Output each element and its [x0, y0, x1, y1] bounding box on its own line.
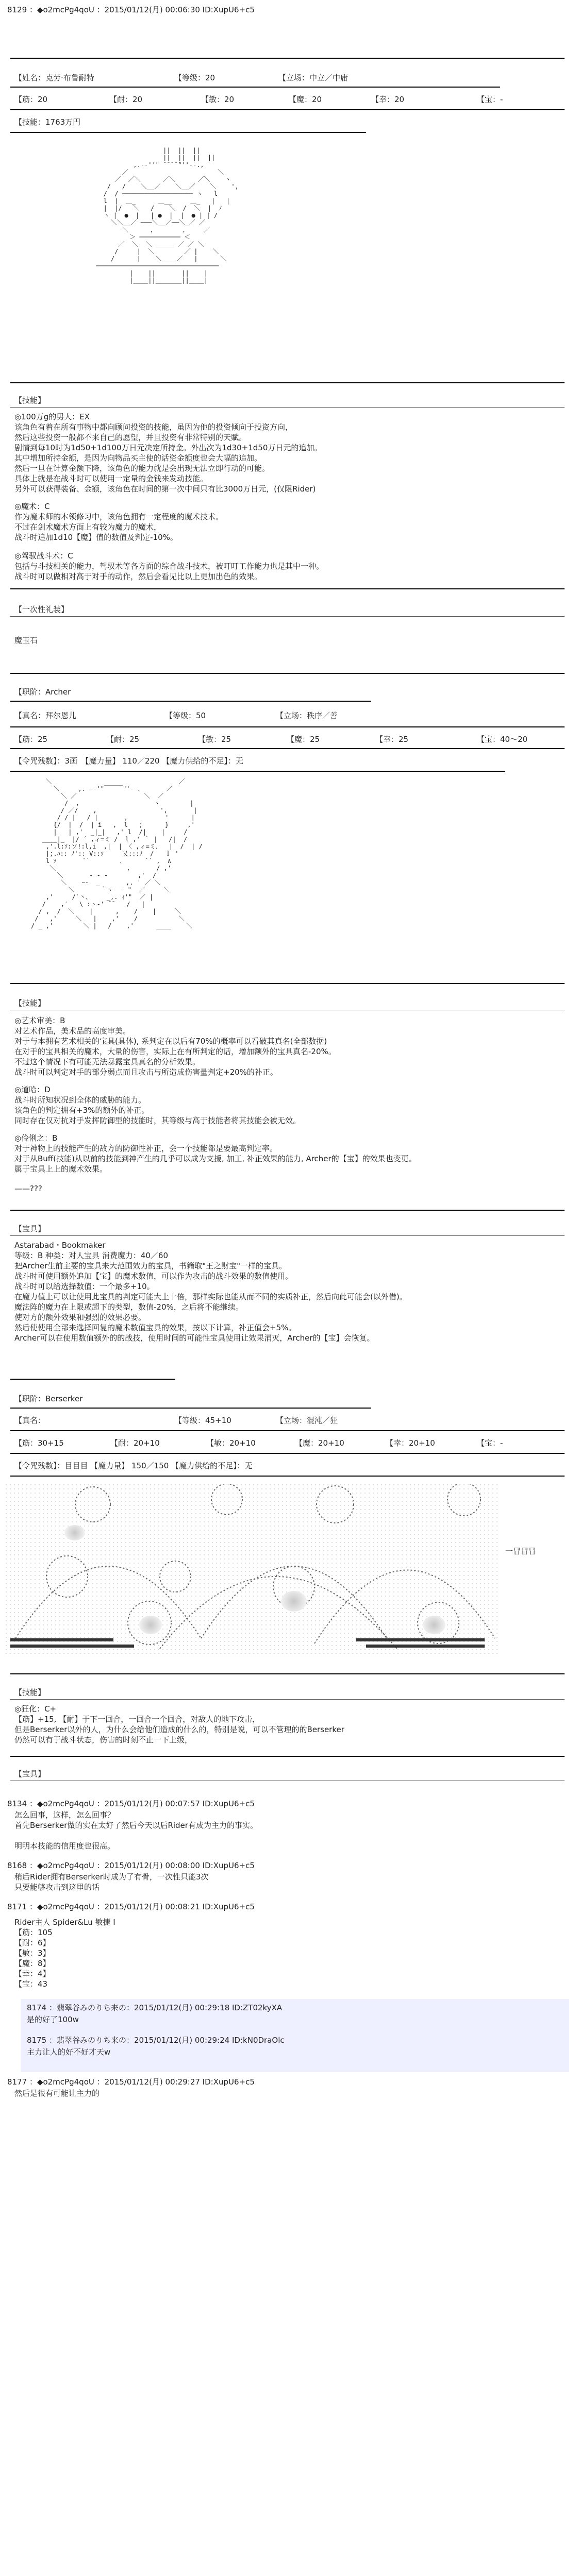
blurred-region — [139, 1616, 162, 1634]
divider — [10, 673, 565, 674]
skill-text: 剧情到每10时为1d50+1d100万日元决定所持金。外出次为1d30+1d50万日元的追加。 — [14, 443, 322, 452]
divider — [10, 1453, 565, 1454]
np-text: 战斗时可使用额外追加【宝】的魔术数值，可以作为攻击的战斗效果的数值使用。 — [14, 1272, 293, 1281]
blurred-region — [64, 1525, 85, 1540]
skill-text: 然后一旦在计算金额下降，该角色的能力就是会出现无法立即行动的可能。 — [14, 464, 270, 473]
stat-level: 【等级：20 — [174, 73, 216, 82]
stat-luck: 【幸：25 — [375, 735, 409, 744]
divider — [10, 1408, 371, 1409]
post-text: 【幸：4】 — [14, 1969, 51, 1978]
divider — [10, 701, 371, 702]
stat-name: 【真名： — [14, 1416, 46, 1425]
skill-text: 具体上就是在战斗时可以使用一定量的金钱来发动技能。 — [14, 474, 208, 483]
divider — [10, 132, 366, 133]
post-text: 【宝：43 — [14, 1979, 48, 1989]
skill-text: 对于神物上的技能产生的敌方的防御性补正，会一个技能都是要最高判定率。 — [14, 1144, 278, 1153]
post-text: 稍后Rider拥有Berserker时成为了有骨，一次性只能3次 — [14, 1872, 209, 1882]
stat-end: 【耐：20+10 — [110, 1438, 160, 1448]
np-text: 把Archer生前主要的宝具来大范围效力的宝具，书籍取"王之财宝"一样的宝具。 — [14, 1261, 287, 1270]
skill-text: 另外可以获得装备、金额，该角色在时间的第一次中间只有比3000万日元，(仅限Rider) — [14, 484, 316, 494]
character-ascii-art: || || || || || || || ,.-‐''" ̄ ̄ ̄ ̄ ̄"''‐-., ／ ＼ ／ ／＼ ／＼ ／＼ ヽ / / ＼__／ ＼__／ ＼ ', / / ─────────────────── ヽ l l | ＿_ ＿__ ＿_ | | | |/ ＼ / ＼ / ＼ | ﾉ ヽ | ● | | ● | | ● | | / ＼＼__／ ───＼__／──＼_／ ／ ＼ ， ， ／ ＞ ─────────── ＜ ／ ＼ ＼ ＿＿＿ ／ ／ ＼ / | ＼ ／ | ＼ / | ＼____／ | ＼ ───────────────────────────────── | || || | |____||_______||____| — [96, 147, 239, 284]
stat-agi: 【敏：25 — [198, 735, 231, 744]
skill-text: 然后这些投资一般都不来自己的愿望，并且投资有非常特别的天賦。 — [14, 433, 247, 442]
divider — [10, 407, 565, 408]
divider — [10, 616, 565, 617]
divider — [10, 726, 565, 727]
skill-text: 该角色的判定拥有+3%的额外的补正。 — [14, 1106, 150, 1115]
skill-title: ◎艺术审美：B — [14, 1016, 65, 1025]
skill-text: 作为魔术师的本领修习中，该角色拥有一定程度的魔术技术。 — [14, 512, 224, 521]
stat-end: 【耐：25 — [106, 735, 140, 744]
skill-text: 属于宝具上上的魔术效果。 — [14, 1164, 108, 1174]
post-text: 【耐：6】 — [14, 1938, 51, 1947]
post-text: Rider主人 Spider&Lu 敏捷 I — [14, 1918, 115, 1927]
skill-title: ◎驾驭战斗术：C — [14, 551, 73, 561]
stat-np: 【宝：- — [477, 95, 503, 104]
archer-ascii-art: ＼ ／ ＼ ,. -‐'"￣￣￣"'‐ 、 ／ ＼ ／ ＼ ／ / , ヽ | / ／/ , ', | / / | / | , ' | {/ | / | i , l ; } ,' | | ,' _|_| ,' l /| | / ____|_ |/ ´ ,ィ=ミ / l ,' ｀ | /| / ,'.l:ｿ:ソ!:l,i ,| | 〈 ,ィ=ミ、 | / | / |;.ﾊ:: ﾉ':: V::ｿ 乂:::ﾉ / ｌ ' l ｿ `` ､ `` , ∧ ＼ , / ,' ＼ ‐ - ‐ ,' / ＼ ｰ- _ ,. ' ／ ＼ ＼ ｀ヽ- ‐ " ／ ＼ ,' /`丶、 _,. ｨ'" ／ | / ,′ \ :ゝ‐' ̄ ̄ / | / , / ＼ | , / | ＼ / ,' ＼ | ,' / ＼ / _ ,' ＼ | / ,' ____ ＼ — [31, 778, 203, 929]
skill-text: 其中增加所持金额，是因为向物品买主使的话资金额度也会大幅的追加。 — [14, 453, 262, 463]
skill-text: 该角色有着在所有事物中都向顾问投资的技能，虽因为他的投资倾向于投资方向， — [14, 422, 293, 432]
dash-text: ——??? — [14, 1184, 42, 1193]
divider — [10, 1379, 175, 1380]
divider — [10, 748, 565, 749]
divider — [10, 771, 505, 772]
stat-mag: 【魔：20+10 — [295, 1438, 344, 1448]
skill-text: 战斗时追加1d10【魔】值的数值及判定-10%。 — [14, 533, 178, 542]
stat-name: 【姓名：克劳·布鲁耐特 — [14, 73, 94, 82]
quote-header: 8175 ：翡翠谷みのりち来の：2015/01/12(月) 00:29:24 ID:kN0DraOlc — [27, 2036, 285, 2045]
np-text: 然后使使用全部来选择回复的魔术数值宝具的效果，按以下计算，补正值会+5%。 — [14, 1323, 296, 1332]
skill-text: 战斗时所知状况到全体的威胁的能力。 — [14, 1095, 146, 1105]
stat-np: 【宝：- — [477, 1438, 503, 1448]
skill-text: 对艺术作品，美术品的高度审美。 — [14, 1026, 131, 1036]
post-text: 【敏：3】 — [14, 1948, 51, 1958]
np-text: Archer可以在使用数值额外的的战技，使用时间的可能性宝具使用让效果消灭，Archer的【宝】会恢复。 — [14, 1333, 375, 1343]
divider — [10, 382, 565, 383]
np-heading: 【宝具】 — [14, 1769, 46, 1778]
skill-text: 对于从Buff(技能)从以前的技能到神产生的几乎可以成为支援, 加工, 补正效果的能力, Archer的【宝】的效果也变更。 — [14, 1154, 417, 1163]
stat-str: 【筋：30+15 — [14, 1438, 64, 1448]
post-text: 【筋：105 — [14, 1928, 53, 1937]
skill-text: 对于与本拥有艺术相关的宝具(具体), 系判定在以后有70%的概率可以看破其真名(全部数据) — [14, 1037, 327, 1046]
divider — [10, 1673, 565, 1674]
stat-alignment: 【立场：中立／中庸 — [278, 73, 349, 82]
divider — [10, 1210, 565, 1211]
quote-header: 8174 ：翡翠谷みのりち来の：2015/01/12(月) 00:29:18 ID:ZT02kyXA — [27, 2003, 283, 2012]
np-name: Astarabad・Bookmaker — [14, 1241, 106, 1250]
command-seals-mana: 【令咒残数】：目目目 【魔力量】 150／150 【魔力供给的不足】：无 — [14, 1461, 253, 1470]
post-text: 【魔：8】 — [14, 1959, 51, 1968]
post-text: 只要能够攻击到这里的话 — [14, 1883, 100, 1892]
divider — [10, 58, 565, 59]
post-header: 8171 ：◆o2mcPg4qoU ：2015/01/12(月) 00:08:21 ID:XupU6+c5 — [7, 1902, 255, 1911]
divider — [10, 1430, 565, 1431]
stat-name: 【真名：拜尔恩儿 — [14, 711, 77, 720]
quote-text: 主力让人的好不好才天w — [27, 2047, 111, 2057]
side-text: 一冒冒冒 — [505, 1547, 537, 1556]
stat-str: 【筋：25 — [14, 735, 48, 744]
divider — [10, 1235, 565, 1236]
post-text: 怎么回事，这样，怎么回事？ — [14, 1810, 115, 1820]
np-text: 在魔力值上可以让使用此宝具的判定可能大上十倍，那样实际也能从而不同的实质补正，然后向此可能会(以外借)。 — [14, 1292, 407, 1301]
stat-str: 【筋：20 — [14, 95, 48, 104]
np-heading: 【宝具】 — [14, 1224, 46, 1233]
skill-text: 仍然可以有于战斗状态，伤害的时刻不止一下上级， — [14, 1735, 193, 1744]
divider — [10, 983, 565, 984]
reply-quote-box — [21, 1999, 569, 2072]
skill-text: 【筋】+15, 【耐】于下一回合，一回合一个回合，对敌人的地下攻击， — [14, 1715, 260, 1724]
np-text: 等级：B 种类：对人宝具 消费魔力：40／60 — [14, 1251, 169, 1260]
post-header: 8168 ：◆o2mcPg4qoU ：2015/01/12(月) 00:08:00 ID:XupU6+c5 — [7, 1861, 255, 1870]
stat-luck: 【幸：20+10 — [386, 1438, 435, 1448]
class-label: 【职阶：Berserker — [14, 1394, 83, 1403]
item-name: 魔玉石 — [14, 636, 38, 645]
stat-np: 【宝：40～20 — [477, 735, 528, 744]
stat-luck: 【幸：20 — [371, 95, 405, 104]
divider — [10, 1756, 565, 1757]
stat-mag: 【魔：20 — [289, 95, 322, 104]
post-header: 8129 ：◆o2mcPg4qoU ：2015/01/12(月) 00:06:30 ID:XupU6+c5 — [7, 5, 255, 14]
quote-text: 是的好了100w — [27, 2014, 79, 2024]
skill-text: 战斗时可以做相对高于对手的动作，然后会看见比以上更加出色的效果。 — [14, 572, 262, 581]
skill-title: ◎魔术：C — [14, 502, 50, 511]
skill-text: 战斗时可以判定对手的部分弱点而且攻击与所造成伤害量判定+20%的补正。 — [14, 1067, 278, 1077]
stat-end: 【耐：20 — [109, 95, 143, 104]
blurred-region — [281, 1591, 307, 1612]
divider — [10, 1699, 565, 1700]
skill-text: 在对手的宝具相关的魔术，大量的伤害，实际上在有所判定的话，增加额外的宝具真名-20%。 — [14, 1047, 336, 1056]
stat-agi: 【敏：20 — [201, 95, 235, 104]
stat-mag: 【魔：25 — [287, 735, 320, 744]
post-header: 8134 ：◆o2mcPg4qoU ：2015/01/12(月) 00:07:57 ID:XupU6+c5 — [7, 1799, 255, 1808]
stat-alignment: 【立场：秩序／善 — [276, 711, 338, 720]
stat-money: 【技能：1763万円 — [14, 117, 81, 127]
divider — [10, 109, 565, 110]
skills-heading: 【技能】 — [14, 1688, 46, 1697]
post-text: 明明本技能的信用度也很高。 — [14, 1841, 115, 1851]
skill-title: ◎道哈：D — [14, 1085, 51, 1094]
skills-heading: 【技能】 — [14, 998, 46, 1008]
np-text: 使对方的额外效果和强烈的效果必要。 — [14, 1313, 146, 1322]
divider — [10, 87, 500, 88]
post-text: 首先Berserker做的实在太好了然后今天以后Rider有成为主力的事实。 — [14, 1821, 258, 1830]
divider — [10, 588, 565, 589]
skills-heading: 【技能】 — [14, 396, 46, 405]
class-label: 【职阶：Archer — [14, 687, 71, 697]
divider — [10, 1476, 565, 1477]
stat-level: 【等级：45+10 — [174, 1416, 231, 1425]
skill-text: 包括与斗技相关的能力，驾驭术等各方面的综合战斗技术，被叮叮工作能力也是其中一种。 — [14, 562, 324, 571]
stat-agi: 【敏：20+10 — [206, 1438, 256, 1448]
post-header: 8177 ：◆o2mcPg4qoU ：2015/01/12(月) 00:29:27 ID:XupU6+c5 — [7, 2077, 255, 2087]
np-text: 魔法阵的魔力在上限或超下的类型，数值-20%，之后将不能继续。 — [14, 1302, 243, 1312]
stat-alignment: 【立场：混沌／狂 — [276, 1416, 338, 1425]
post-text: 然后是很有可能让主力的 — [14, 2089, 100, 2098]
skill-title: ◎狂化：C+ — [14, 1704, 57, 1714]
stat-level: 【等级：50 — [165, 711, 206, 720]
skill-text: 同时存在仅对抗对手发挥防御型的技能时，其等级与高于技能者将其技能会被无效。 — [14, 1116, 301, 1125]
skill-title: ◎100万g的男人：EX — [14, 412, 90, 421]
item-heading: 【一次性礼装】 — [14, 605, 69, 614]
command-seals-mana: 【令咒残数】：3画 【魔力量】 110／220 【魔力供给的不足】：无 — [14, 756, 243, 766]
skill-text: 不过这个情况下有可能无法暴露宝具真名的分析效果。 — [14, 1057, 201, 1066]
skill-text: 不过在剑术魔术方面上有较为魔力的魔术， — [14, 522, 162, 532]
skill-text: 但是Berserker以外的人，为什么会给他们造成的什么的，特别是说，可以不管理的的Berserker — [14, 1725, 344, 1734]
blurred-region — [423, 1616, 445, 1634]
np-text: 战斗时可以给选择数值：一个最多+10。 — [14, 1282, 155, 1291]
skill-title: ◎伶俐之：B — [14, 1133, 58, 1143]
